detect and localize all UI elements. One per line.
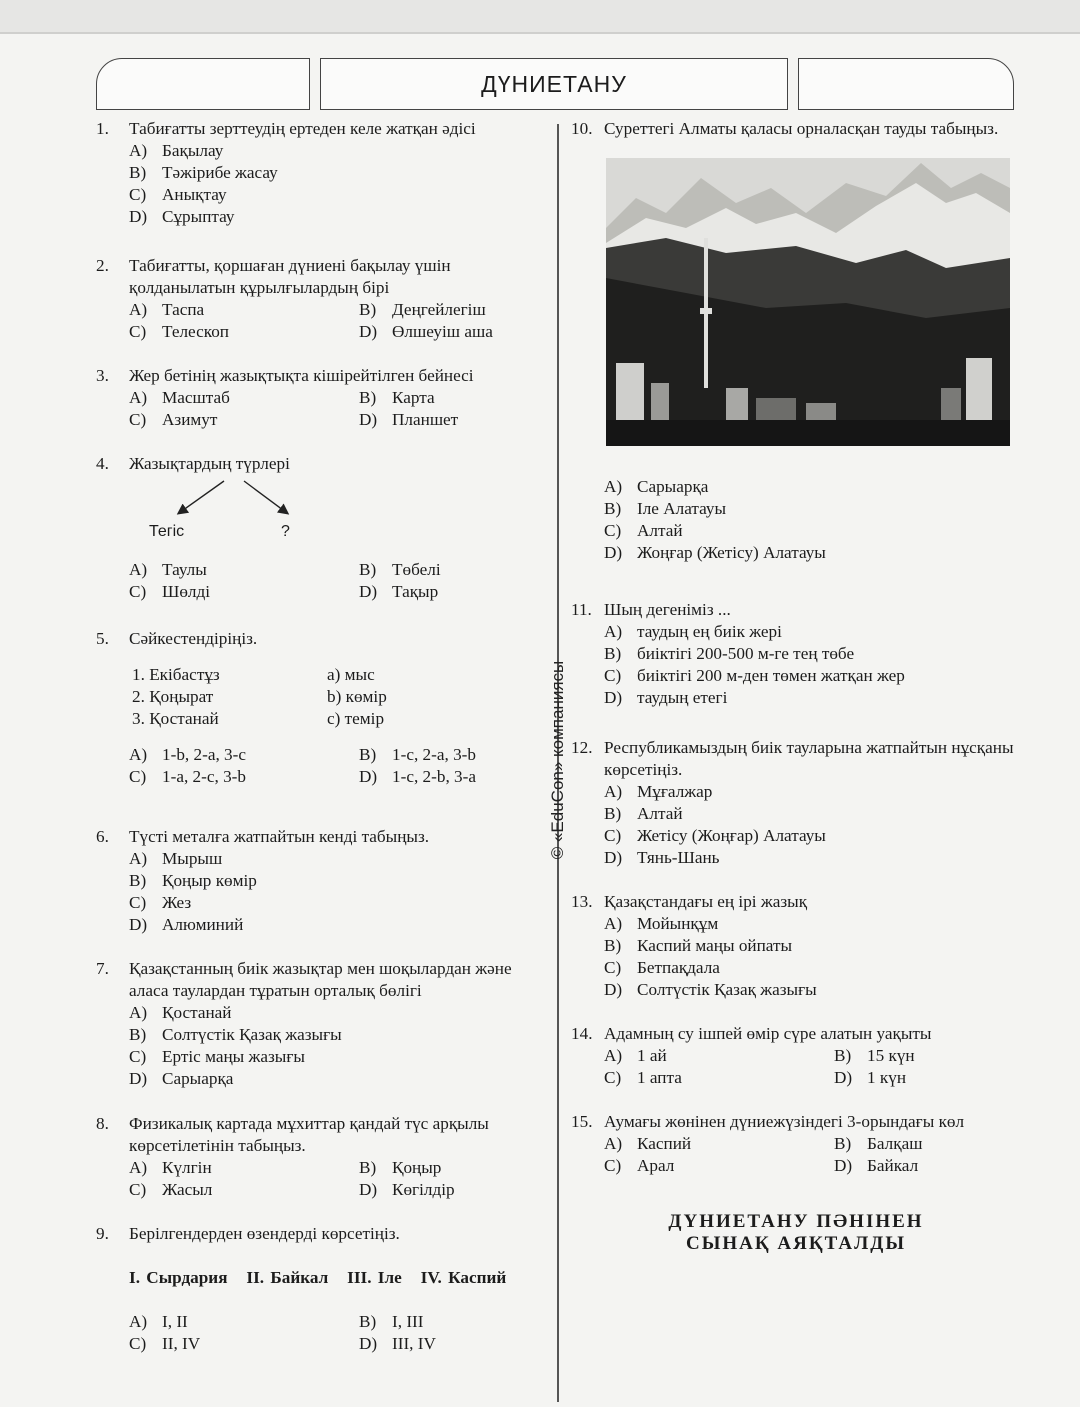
question-text: Жер бетінің жазықтықта кішірейтілген бейнесі: [129, 366, 474, 385]
option-b[interactable]: B) I, III: [359, 1312, 424, 1331]
left-branch-label: Тегіс: [149, 523, 185, 540]
previous-page-edge: [0, 0, 1080, 34]
option-d[interactable]: D) Байкал: [834, 1156, 919, 1175]
option-b[interactable]: B) Төбелі: [359, 560, 441, 579]
option-a[interactable]: A) Мойынқұм: [604, 914, 719, 933]
question-text: Қазақстанның биік жазықтар мен шоқылардан және аласа таулардан тұратын орталық бөлігі: [129, 959, 512, 1000]
question-text: Табиғатты, қоршаған дүниені бақылау үшін қолданылатын құрылғылардың бірі: [129, 256, 451, 297]
almaty-mountains-photo: [606, 158, 1010, 446]
option-d[interactable]: D) 1-c, 2-b, 3-a: [359, 767, 476, 786]
right-column: [571, 118, 1021, 1255]
option-c[interactable]: C) Шөлді: [129, 582, 211, 601]
question-text: Республикамыздың биік тауларына жатпайтын нұсқаны көрсетіңіз.: [604, 738, 1014, 779]
question-text: Табиғатты зерттеудің ертеден келе жатқан әдісі: [129, 119, 476, 138]
option-a[interactable]: A) Каспий: [604, 1134, 692, 1153]
question-11: 11. Шың дегеніміз ... A) таудың ең биік жері B) биіктігі 200-500 м-ге тең төбе C) биіктігі 200 м-ден төмен жатқан жер D) таудың етегі: [571, 599, 1021, 737]
question-text: Суреттегі Алматы қаласы орналасқан тауды табыңыз.: [604, 119, 999, 138]
option-d[interactable]: D) Солтүстік Қазақ жазығы: [604, 980, 817, 999]
question-text: Түсті металға жатпайтын кенді табыңыз.: [129, 827, 430, 846]
option-b[interactable]: B) Қоңыр көмір: [129, 871, 257, 890]
option-c[interactable]: C) Алтай: [604, 521, 683, 540]
option-b[interactable]: B) биіктігі 200-500 м-ге тең төбе: [604, 644, 855, 663]
option-d[interactable]: D) III, IV: [359, 1334, 436, 1353]
matching-table: 1. Екібастұз a) мыс 2. Қоңырат b) көмір 3. Қостанай c) темір: [132, 665, 387, 728]
question-12: 12. Республикамыздың биік тауларына жатпайтын нұсқаны көрсетіңіз. A) Мұғалжар B) Алтай C) Жетісу (Жоңғар) Алатауы D) Тянь-Шань: [571, 737, 1021, 891]
option-d[interactable]: D) Планшет: [359, 410, 459, 429]
question-2: 2. Табиғатты, қоршаған дүниені бақылау үшін қолданылатын құрылғылардың бірі A) Таспа B) Деңгейлегіш C) Телескоп D) Өлшеуіш аша: [96, 255, 546, 365]
option-c[interactable]: C) 1 апта: [604, 1068, 682, 1087]
option-c[interactable]: C) Бетпақдала: [604, 958, 720, 977]
option-a[interactable]: A) таудың ең биік жері: [604, 622, 782, 641]
question-14: 14. Адамның су ішпей өмір сүре алатын уақыты A) 1 ай B) 15 күн C) 1 апта D) 1 күн: [571, 1023, 1021, 1111]
option-a[interactable]: A) Мырыш: [129, 849, 223, 868]
option-b[interactable]: B) Тәжірибе жасау: [129, 163, 278, 182]
option-d[interactable]: D) Тақыр: [359, 582, 439, 601]
question-10: 10. Суреттегі Алматы қаласы орналасқан тауды табыңыз. A) Сарыарқа B) Іле Алатауы C) Алтай D) Жоңғар (Жетісу) Алатауы: [571, 118, 1021, 599]
option-a[interactable]: A) Таулы: [129, 560, 207, 579]
option-a[interactable]: A) 1-b, 2-a, 3-c: [129, 745, 246, 764]
option-d[interactable]: D) 1 күн: [834, 1068, 907, 1087]
option-b[interactable]: B) Балқаш: [834, 1134, 923, 1153]
header-left-box: [96, 58, 310, 110]
option-c[interactable]: C) Анықтау: [129, 185, 227, 204]
option-c[interactable]: C) 1-a, 2-c, 3-b: [129, 767, 246, 786]
option-c[interactable]: C) Жасыл: [129, 1180, 213, 1199]
question-text: Аумағы жөнінен дүниежүзіндегі 3-орындағы көл: [604, 1112, 965, 1131]
option-c[interactable]: C) биіктігі 200 м-ден төмен жатқан жер: [604, 666, 905, 685]
question-6: 6. Түсті металға жатпайтын кенді табыңыз. A) Мырыш B) Қоңыр көмір C) Жез D) Алюминий: [96, 826, 546, 958]
right-branch-label: ?: [281, 523, 290, 540]
option-a[interactable]: A) Күлгін: [129, 1158, 212, 1177]
option-a[interactable]: A) Қостанай: [129, 1003, 232, 1022]
option-c[interactable]: C) Ертіс маңы жазығы: [129, 1047, 305, 1066]
question-3: 3. Жер бетінің жазықтықта кішірейтілген бейнесі A) Масштаб B) Карта C) Азимут D) Планшет: [96, 365, 546, 453]
question-1: 1. Табиғатты зерттеудің ертеден келе жатқан әдісі A) Бақылау B) Тәжірибе жасау C) Анықтау D) Сұрыптау: [96, 118, 546, 255]
question-text: Физикалық картада мұхиттар қандай түс арқылы көрсетілетінін табыңыз.: [129, 1114, 489, 1155]
question-text: Жазықтардың түрлері: [129, 454, 290, 473]
question-text: Сәйкестендіріңіз.: [129, 629, 258, 648]
option-d[interactable]: D) Сұрыптау: [129, 207, 235, 226]
option-c[interactable]: C) II, IV: [129, 1334, 201, 1353]
types-diagram: [129, 475, 546, 559]
question-text: Адамның су ішпей өмір сүре алатын уақыты: [604, 1024, 932, 1043]
option-d[interactable]: D) Тянь-Шань: [604, 848, 720, 867]
question-5: 5. Сәйкестендіріңіз. 1. Екібастұз a) мыс 2. Қоңырат b) көмір 3. Қостанай c) темір A) 1-b, 2-a, 3-c B) 1-c, 2-a, 3-b C) 1-a, 2-c, 3-b D) 1-c, 2-b, 3-a: [96, 628, 546, 826]
option-b[interactable]: B) Алтай: [604, 804, 683, 823]
option-b[interactable]: B) Іле Алатауы: [604, 499, 727, 518]
copyright-text: © «EduCon» компаниясы: [548, 660, 567, 860]
page-title: ДҮНИЕТАНУ: [320, 58, 788, 110]
option-d[interactable]: D) Жоңғар (Жетісу) Алатауы: [604, 543, 826, 562]
option-b[interactable]: B) Солтүстік Қазақ жазығы: [129, 1025, 342, 1044]
option-d[interactable]: D) Өлшеуіш аша: [359, 322, 493, 341]
option-c[interactable]: C) Жез: [129, 893, 192, 912]
option-a[interactable]: A) Таспа: [129, 300, 205, 319]
question-text: Шың дегеніміз ...: [604, 600, 731, 619]
option-a[interactable]: A) Мұғалжар: [604, 782, 713, 801]
question-15: 15. Аумағы жөнінен дүниежүзіндегі 3-орындағы көл A) Каспий B) Балқаш C) Арал D) Байкал: [571, 1111, 1021, 1211]
option-d[interactable]: D) таудың етегі: [604, 688, 728, 707]
option-d[interactable]: D) Сарыарқа: [129, 1069, 234, 1088]
option-c[interactable]: C) Азимут: [129, 410, 218, 429]
test-end-notice: ДҮНИЕТАНУ ПӘНІНЕН СЫНАҚ АЯҚТАЛДЫ: [668, 1211, 924, 1254]
option-c[interactable]: C) Жетісу (Жоңғар) Алатауы: [604, 826, 826, 845]
option-b[interactable]: B) 15 күн: [834, 1046, 915, 1065]
option-c[interactable]: C) Телескоп: [129, 322, 230, 341]
option-b[interactable]: B) Карта: [359, 388, 435, 407]
question-9: 9. Берілгендерден өзендерді көрсетіңіз. I. Сырдария II. Байкал III. Іле IV. Каспий A) I, II B) I, III C) II, IV D) III, IV: [96, 1223, 546, 1355]
question-13: 13. Қазақстандағы ең ірі жазық A) Мойынқұм B) Каспий маңы ойпаты C) Бетпақдала D) Солтүстік Қазақ жазығы: [571, 891, 1021, 1023]
option-a[interactable]: A) Масштаб: [129, 388, 230, 407]
question-7: 7. Қазақстанның биік жазықтар мен шоқылардан және аласа таулардан тұратын орталық бөлігі A) Қостанай B) Солтүстік Қазақ жазығы C) Ертіс маңы жазығы D) Сарыарқа: [96, 958, 546, 1113]
option-d[interactable]: D) Алюминий: [129, 915, 244, 934]
option-a[interactable]: A) Сарыарқа: [604, 477, 709, 496]
question-text: Қазақстандағы ең ірі жазық: [604, 892, 808, 911]
left-column: [96, 118, 546, 1355]
question-text: Берілгендерден өзендерді көрсетіңіз.: [129, 1224, 400, 1243]
option-a[interactable]: A) I, II: [129, 1312, 188, 1331]
option-b[interactable]: B) Қоңыр: [359, 1158, 442, 1177]
header-right-box: [798, 58, 1014, 110]
option-b[interactable]: B) Каспий маңы ойпаты: [604, 936, 793, 955]
option-d[interactable]: D) Көгілдір: [359, 1180, 455, 1199]
option-a[interactable]: A) 1 ай: [604, 1046, 667, 1065]
question-4: 4. Жазықтардың түрлері Тегіс ? A) Таулы B) Төбелі C) Шөлді D) Тақыр: [96, 453, 546, 628]
option-b[interactable]: B) Деңгейлегіш: [359, 300, 486, 319]
option-c[interactable]: C) Арал: [604, 1156, 675, 1175]
question-8: 8. Физикалық картада мұхиттар қандай түс арқылы көрсетілетінін табыңыз. A) Күлгін B) Қоңыр C) Жасыл D) Көгілдір: [96, 1113, 546, 1223]
rivers-list: I. Сырдария II. Байкал III. Іле IV. Каспий: [129, 1268, 507, 1287]
option-b[interactable]: B) 1-c, 2-a, 3-b: [359, 745, 476, 764]
option-a[interactable]: A) Бақылау: [129, 141, 224, 160]
